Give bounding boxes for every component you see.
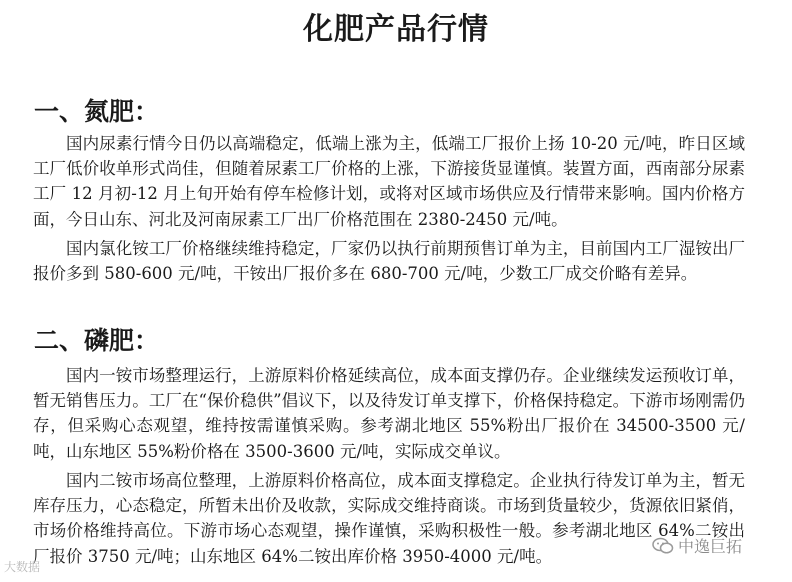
paragraph-dap: 国内二铵市场高位整理，上游原料价格高位，成本面支撑稳定。企业执行待发订单为主，暂无库存压力，心态稳定，所暂未出价及收款，实际成交维持商谈。市场到货量较少，货源依旧紧俏，市场价格维持高位。下游市场心态观望，操作谨慎，采购积极性一般。参考湖北地区 64%二铵出厂报价 3750 元/吨；山东地区 64%二铵出库价格 3950-4000 元/吨。 [33,471,745,566]
paragraph-ammonium-chloride: 国内氯化铵工厂价格继续维持稳定，厂家仍以执行前期预售订单为主，目前国内工厂湿铵出厂报价多到 580-600 元/吨，干铵出厂报价多在 680-700 元/吨，少数工厂成交价略有差异。 [33,239,745,284]
section-heading-phosphate: 二、磷肥： [34,326,160,355]
section-heading-nitrogen: 一、氮肥： [34,97,160,126]
wechat-icon [652,537,674,555]
paragraph-map: 国内一铵市场整理运行，上游原料价格延续高位，成本面支撑仍存。企业继续发运预收订单，暂无销售压力。工厂在“保价稳供”倡议下，以及待发订单支撑下，价格保持稳定。下游市场刚需仍存，但采购心态观望，维持按需谨慎采购。参考湖北地区 55%粉出厂报价在 34500-3500 元/吨，山东地区 55%粉价格在 3500-3600 元/吨，实际成交单议。 [33,366,745,461]
watermark-left: 大数据 [4,560,41,574]
watermark-right-text: 中逸巨拓 [678,537,743,556]
paragraph-urea: 国内尿素行情今日仍以高端稳定，低端上涨为主，低端工厂报价上扬 10-20 元/吨，昨日区域工厂低价收单形式尚佳，但随着尿素工厂价格的上涨，下游接货显谨慎。装置方面，西南部分尿素工厂 12 月初-12 月上旬开始有停车检修计划，或将对区域市场供应及行情带来影响。国内价格方面，今日山东、河北及河南尿素工厂出厂价格范围在 2380-2450 元/吨。 [33,134,745,229]
watermark-right [652,534,742,557]
document-title: 化肥产品行情 [303,12,489,47]
